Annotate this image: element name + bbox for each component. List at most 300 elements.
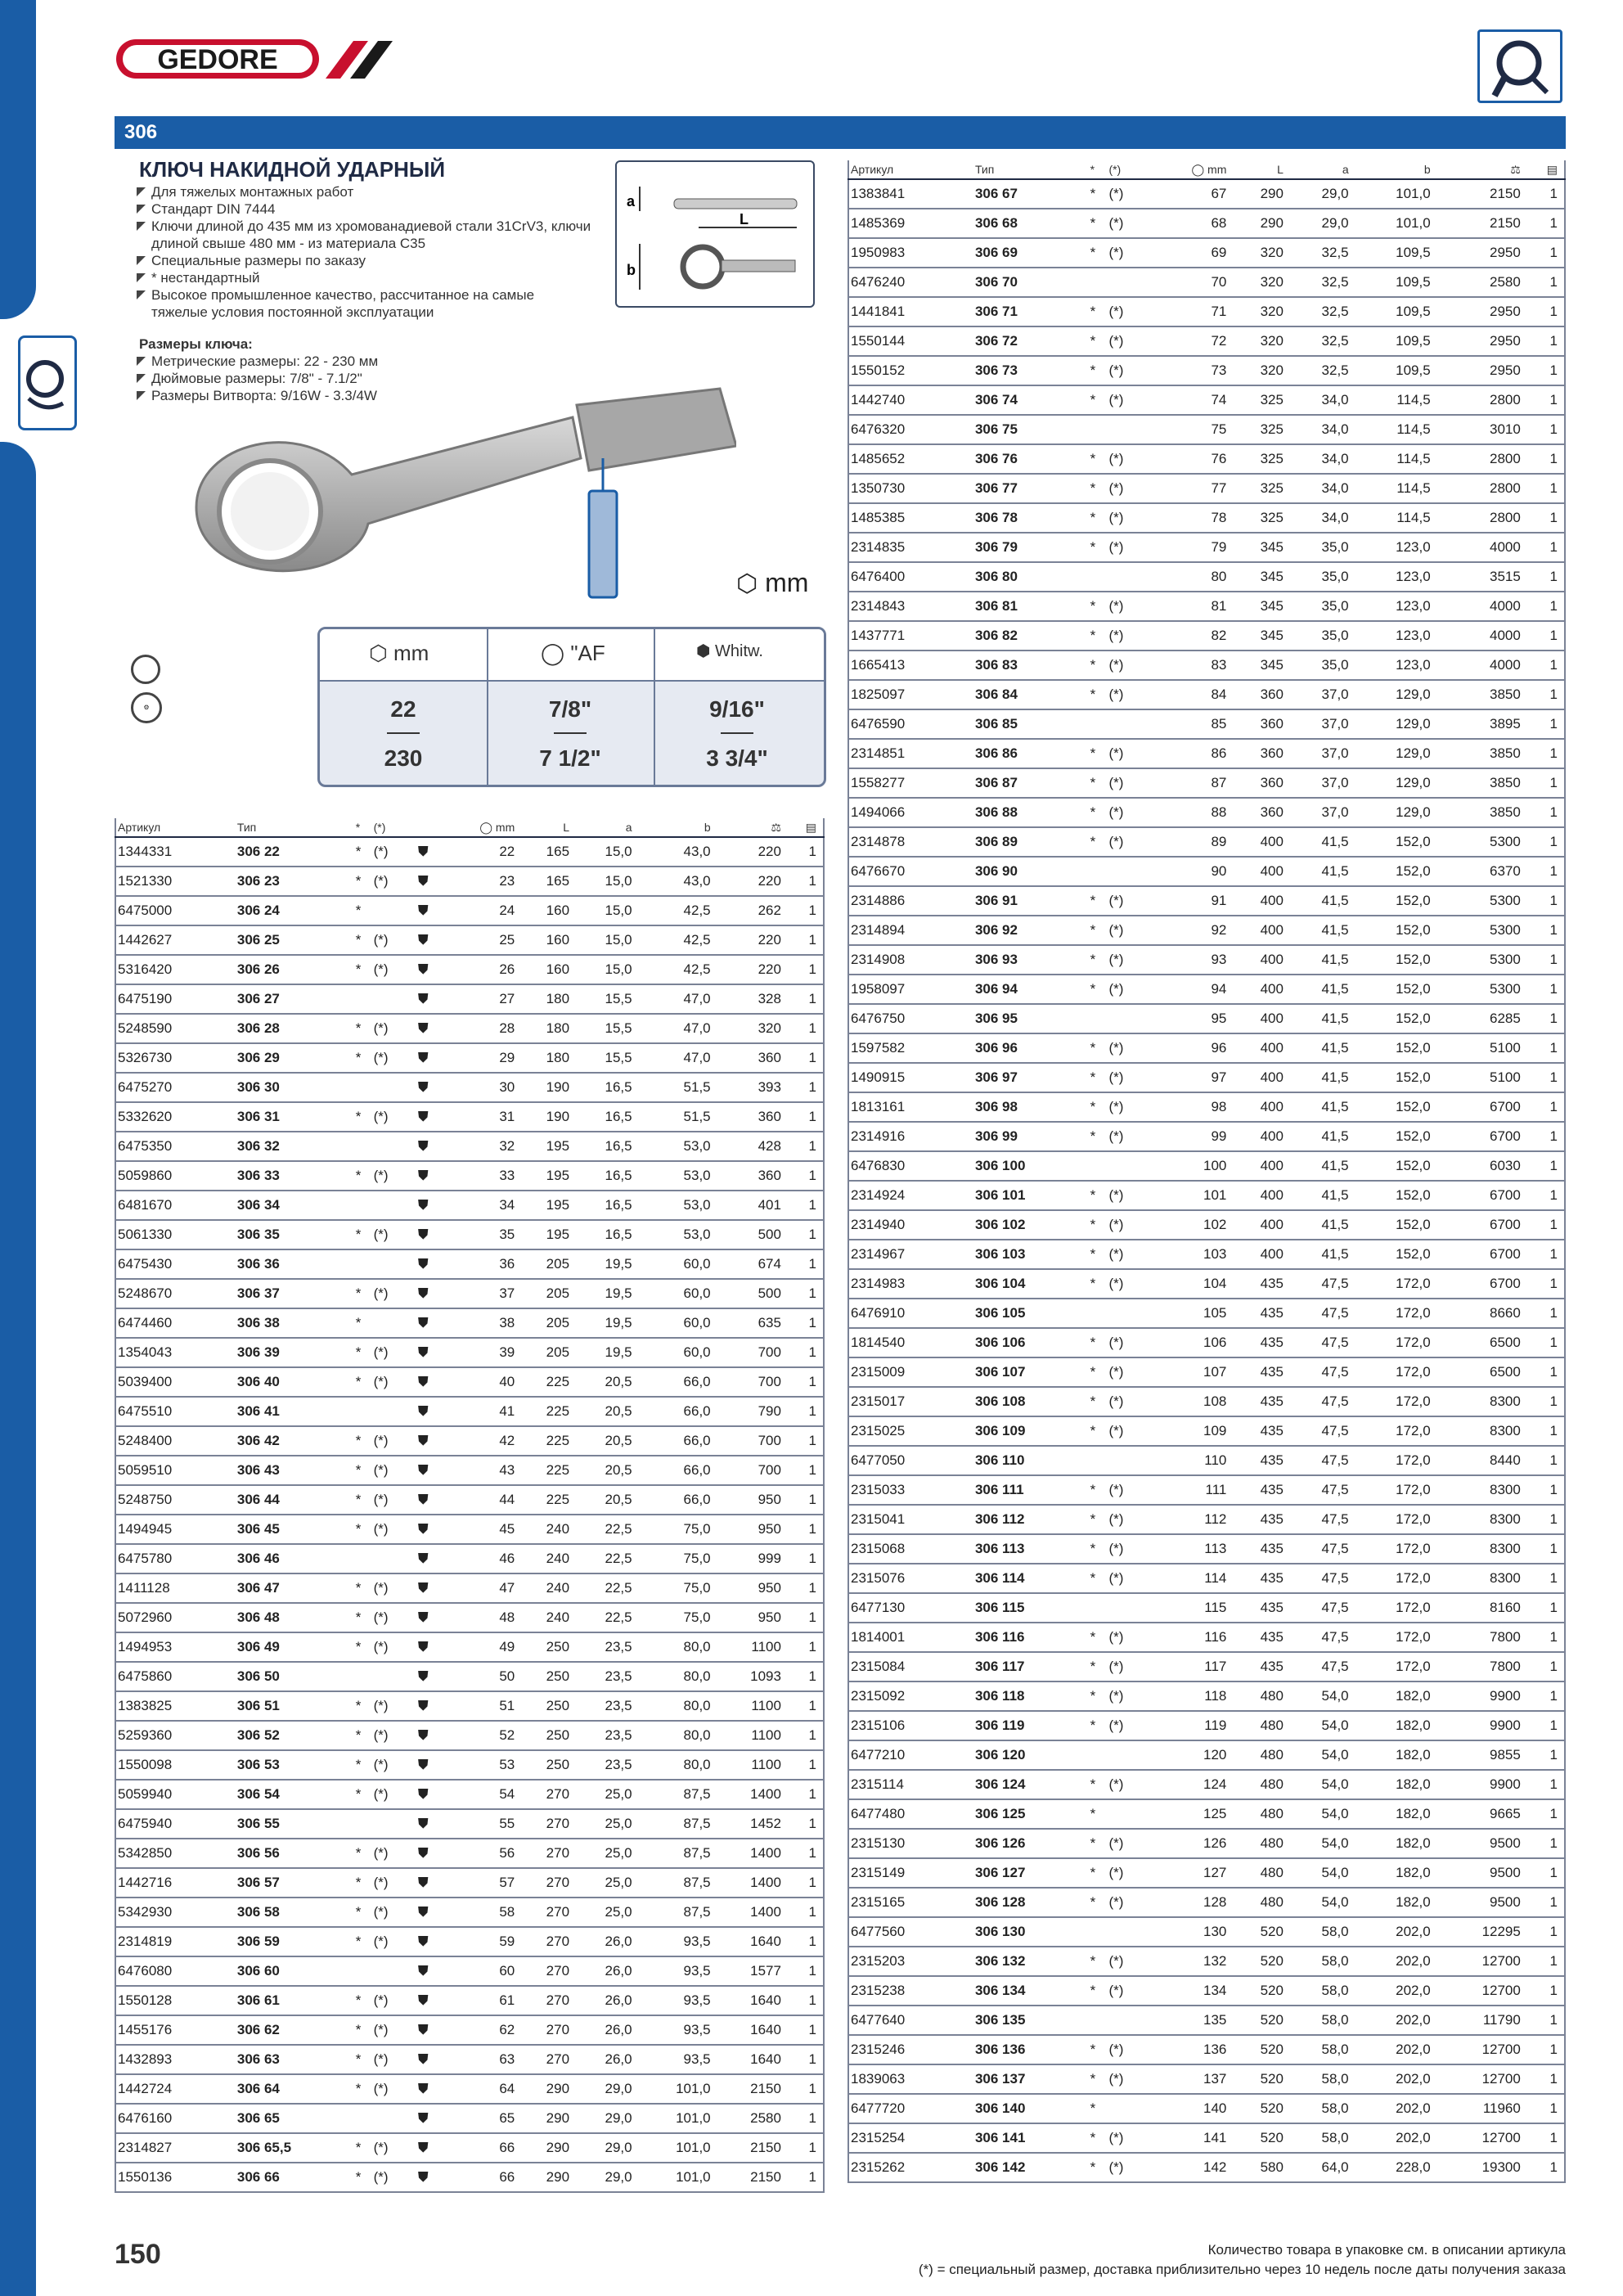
type-cell: 306 104 [973, 1269, 1089, 1299]
type-cell: 306 55 [236, 1809, 354, 1839]
pack-cell: 1 [1522, 1122, 1565, 1151]
table-row [115, 1456, 824, 1485]
mm-cell: 88 [1146, 798, 1229, 827]
weight-cell: 8440 [1432, 1446, 1522, 1475]
weight-cell: 950 [713, 1573, 783, 1603]
table-row [848, 1534, 1565, 1564]
weight-cell: 1400 [713, 1780, 783, 1809]
special-cell: (*) [1107, 1387, 1145, 1416]
size-item: Дюймовые размеры: 7/8" - 7.1/2" [135, 370, 593, 387]
weight-cell: 4000 [1432, 592, 1522, 621]
L-cell: 270 [516, 1839, 571, 1868]
type-cell: 306 46 [236, 1544, 354, 1573]
type-cell: 306 28 [236, 1014, 354, 1043]
mm-cell: 130 [1146, 1917, 1229, 1947]
L-cell: 520 [1228, 2064, 1285, 2094]
L-cell: 290 [1228, 209, 1285, 238]
pack-cell: 1 [783, 1809, 824, 1839]
special-cell: (*) [372, 2163, 409, 2192]
table-row [848, 1623, 1565, 1652]
b-cell: 152,0 [1351, 1151, 1432, 1181]
pack-cell: 1 [783, 2104, 824, 2133]
pack-cell: 1 [783, 1750, 824, 1780]
mm-cell: 73 [1146, 356, 1229, 385]
type-cell: 306 39 [236, 1338, 354, 1367]
a-cell: 54,0 [1285, 1711, 1351, 1740]
L-cell: 480 [1228, 1770, 1285, 1799]
table-row [848, 179, 1565, 209]
b-cell: 182,0 [1351, 1888, 1432, 1917]
col-type: Тип [973, 160, 1089, 179]
type-cell: 306 116 [973, 1623, 1089, 1652]
article-cell: 2315130 [848, 1829, 973, 1858]
article-cell: 2315068 [848, 1534, 973, 1564]
pack-cell: 1 [1522, 1917, 1565, 1947]
pack-cell: 1 [783, 1102, 824, 1132]
star-cell: * [354, 1014, 372, 1043]
mm-cell: 111 [1146, 1475, 1229, 1505]
type-cell: 306 70 [973, 268, 1089, 297]
table-row [115, 2045, 824, 2074]
pack-cell: 1 [783, 1279, 824, 1308]
type-cell: 306 31 [236, 1102, 354, 1132]
a-cell: 41,5 [1285, 1063, 1351, 1092]
L-cell: 240 [516, 1573, 571, 1603]
pack-cell: 1 [783, 1927, 824, 1956]
table-body-right [848, 179, 1565, 2182]
b-cell: 152,0 [1351, 886, 1432, 916]
special-cell: (*) [1107, 1681, 1145, 1711]
weight-cell: 674 [713, 1249, 783, 1279]
type-cell: 306 87 [973, 768, 1089, 798]
table-row [115, 1986, 824, 2015]
star-cell: * [1089, 2064, 1108, 2094]
special-cell: (*) [372, 1102, 409, 1132]
special-cell [372, 1662, 409, 1691]
L-cell: 195 [516, 1191, 571, 1220]
L-cell: 400 [1228, 1210, 1285, 1240]
special-cell: (*) [1107, 1976, 1145, 2006]
article-cell: 1813161 [848, 1092, 973, 1122]
b-cell: 182,0 [1351, 1858, 1432, 1888]
mm-cell: 107 [1146, 1357, 1229, 1387]
drive-icon: ⛊ [409, 1367, 438, 1397]
L-cell: 435 [1228, 1652, 1285, 1681]
article-cell: 5248590 [115, 1014, 236, 1043]
star-cell: * [1089, 385, 1108, 415]
star-cell: * [1089, 1416, 1108, 1446]
a-cell: 41,5 [1285, 1092, 1351, 1122]
table-row [848, 268, 1565, 297]
a-cell: 41,5 [1285, 827, 1351, 857]
special-cell: (*) [1107, 2153, 1145, 2182]
star-cell: * [354, 2163, 372, 2192]
type-cell: 306 58 [236, 1898, 354, 1927]
drive-icon: ⛊ [409, 2133, 438, 2163]
special-cell [1107, 2094, 1145, 2123]
pack-cell: 1 [783, 1308, 824, 1338]
feature-item: Для тяжелых монтажных работ [135, 183, 593, 200]
a-cell: 15,0 [571, 925, 634, 955]
type-cell: 306 71 [973, 297, 1089, 326]
a-cell: 41,5 [1285, 1210, 1351, 1240]
table-row [115, 1632, 824, 1662]
product-table-right [847, 160, 1566, 2183]
pack-cell: 1 [1522, 1328, 1565, 1357]
star-cell: * [1089, 1947, 1108, 1976]
article-cell: 6477050 [848, 1446, 973, 1475]
mm-cell: 135 [1146, 2006, 1229, 2035]
b-cell: 47,0 [634, 984, 713, 1014]
b-cell: 75,0 [634, 1573, 713, 1603]
mm-cell: 75 [1146, 415, 1229, 444]
special-cell: (*) [1107, 1122, 1145, 1151]
article-cell: 2314886 [848, 886, 973, 916]
special-cell [1107, 857, 1145, 886]
article-cell: 5259360 [115, 1721, 236, 1750]
edge-tab-bottom [0, 442, 36, 2296]
b-cell: 80,0 [634, 1662, 713, 1691]
table-row [115, 1721, 824, 1750]
col-a: a [571, 818, 634, 837]
mm-cell: 31 [438, 1102, 517, 1132]
L-cell: 160 [516, 896, 571, 925]
pack-cell: 1 [783, 1956, 824, 1986]
article-cell: 1839063 [848, 2064, 973, 2094]
L-cell: 360 [1228, 768, 1285, 798]
star-cell: * [354, 1426, 372, 1456]
weight-cell: 12700 [1432, 2064, 1522, 2094]
star-cell: * [354, 1456, 372, 1485]
L-cell: 270 [516, 1927, 571, 1956]
b-cell: 101,0 [634, 2074, 713, 2104]
b-cell: 172,0 [1351, 1446, 1432, 1475]
pack-cell: 1 [1522, 768, 1565, 798]
drive-icon: ⛊ [409, 1426, 438, 1456]
L-cell: 240 [516, 1544, 571, 1573]
drive-icon: ⛊ [409, 1397, 438, 1426]
mm-cell: 128 [1146, 1888, 1229, 1917]
special-cell: (*) [1107, 945, 1145, 975]
a-cell: 22,5 [571, 1515, 634, 1544]
pack-cell: 1 [1522, 827, 1565, 857]
L-cell: 270 [516, 1780, 571, 1809]
weight-cell: 5300 [1432, 945, 1522, 975]
table-row [848, 1151, 1565, 1181]
type-cell: 306 124 [973, 1770, 1089, 1799]
type-cell: 306 61 [236, 1986, 354, 2015]
a-cell: 54,0 [1285, 1858, 1351, 1888]
table-row [848, 415, 1565, 444]
special-cell: (*) [1107, 356, 1145, 385]
a-cell: 23,5 [571, 1750, 634, 1780]
drive-icon: ⛊ [409, 2015, 438, 2045]
article-cell: 2315033 [848, 1475, 973, 1505]
mm-cell: 34 [438, 1191, 517, 1220]
pack-cell: 1 [1522, 326, 1565, 356]
article-cell: 1494066 [848, 798, 973, 827]
star-cell [1089, 1740, 1108, 1770]
type-cell: 306 120 [973, 1740, 1089, 1770]
article-cell: 1383825 [115, 1691, 236, 1721]
col-star: * [1089, 160, 1108, 179]
drive-icon: ⛊ [409, 1780, 438, 1809]
mm-cell: 47 [438, 1573, 517, 1603]
star-cell: * [1089, 886, 1108, 916]
b-cell: 202,0 [1351, 1947, 1432, 1976]
mm-cell: 37 [438, 1279, 517, 1308]
table-row [848, 1652, 1565, 1681]
unit-drive-icon: ⚙ [131, 692, 162, 723]
type-cell: 306 126 [973, 1829, 1089, 1858]
L-cell: 400 [1228, 1240, 1285, 1269]
L-cell: 345 [1228, 621, 1285, 651]
a-cell: 25,0 [571, 1839, 634, 1868]
L-cell: 520 [1228, 2094, 1285, 2123]
a-cell: 19,5 [571, 1279, 634, 1308]
a-cell: 35,0 [1285, 533, 1351, 562]
weight-cell: 2800 [1432, 444, 1522, 474]
star-cell [354, 1809, 372, 1839]
a-cell: 41,5 [1285, 1004, 1351, 1033]
a-cell: 47,5 [1285, 1299, 1351, 1328]
a-cell: 32,5 [1285, 326, 1351, 356]
a-cell: 47,5 [1285, 1446, 1351, 1475]
special-cell: (*) [1107, 1652, 1145, 1681]
special-cell: (*) [372, 1485, 409, 1515]
special-cell [1107, 1299, 1145, 1328]
weight-cell: 220 [713, 955, 783, 984]
star-cell [1089, 1917, 1108, 1947]
b-cell: 93,5 [634, 2015, 713, 2045]
weight-cell: 220 [713, 925, 783, 955]
b-cell: 75,0 [634, 1515, 713, 1544]
star-cell [1089, 2006, 1108, 2035]
pack-cell: 1 [1522, 1446, 1565, 1475]
type-cell: 306 65 [236, 2104, 354, 2133]
special-cell: (*) [372, 1043, 409, 1073]
b-cell: 152,0 [1351, 1033, 1432, 1063]
star-cell: * [1089, 1799, 1108, 1829]
mm-cell: 80 [1146, 562, 1229, 592]
pack-cell: 1 [1522, 2123, 1565, 2153]
L-cell: 400 [1228, 886, 1285, 916]
article-cell: 5248400 [115, 1426, 236, 1456]
table-row [848, 1681, 1565, 1711]
type-cell: 306 25 [236, 925, 354, 955]
article-cell: 1442724 [115, 2074, 236, 2104]
table-row [115, 1839, 824, 1868]
pack-cell: 1 [783, 1161, 824, 1191]
pack-cell: 1 [783, 896, 824, 925]
b-cell: 152,0 [1351, 1063, 1432, 1092]
type-cell: 306 23 [236, 867, 354, 896]
special-cell: (*) [1107, 503, 1145, 533]
pack-cell: 1 [1522, 533, 1565, 562]
L-cell: 290 [516, 2133, 571, 2163]
article-cell: 2315092 [848, 1681, 973, 1711]
col-pack-icon: ▤ [1522, 160, 1565, 179]
table-row [848, 1829, 1565, 1858]
a-cell: 47,5 [1285, 1652, 1351, 1681]
L-cell: 290 [516, 2104, 571, 2133]
b-cell: 172,0 [1351, 1593, 1432, 1623]
weight-cell: 1100 [713, 1750, 783, 1780]
weight-cell: 1640 [713, 1986, 783, 2015]
article-cell: 1597582 [848, 1033, 973, 1063]
star-cell: * [354, 1780, 372, 1809]
table-row [115, 1868, 824, 1898]
L-cell: 400 [1228, 1151, 1285, 1181]
b-cell: 152,0 [1351, 1210, 1432, 1240]
mm-cell: 92 [1146, 916, 1229, 945]
mm-cell: 99 [1146, 1122, 1229, 1151]
star-cell: * [354, 867, 372, 896]
star-cell: * [354, 1367, 372, 1397]
b-cell: 109,5 [1351, 356, 1432, 385]
L-cell: 435 [1228, 1505, 1285, 1534]
type-cell: 306 125 [973, 1799, 1089, 1829]
type-cell: 306 30 [236, 1073, 354, 1102]
L-cell: 325 [1228, 415, 1285, 444]
special-cell: (*) [1107, 2123, 1145, 2153]
a-cell: 32,5 [1285, 238, 1351, 268]
table-row [115, 1426, 824, 1456]
weight-cell: 2150 [713, 2133, 783, 2163]
table-row [115, 984, 824, 1014]
weight-cell: 6500 [1432, 1328, 1522, 1357]
type-cell: 306 74 [973, 385, 1089, 415]
L-cell: 225 [516, 1426, 571, 1456]
table-row [115, 2104, 824, 2133]
article-cell: 2315041 [848, 1505, 973, 1534]
metric-max: 230 [384, 745, 423, 771]
weight-cell: 5100 [1432, 1063, 1522, 1092]
pack-cell: 1 [1522, 1299, 1565, 1328]
special-cell [1107, 1004, 1145, 1033]
type-cell: 306 105 [973, 1299, 1089, 1328]
a-cell: 41,5 [1285, 1033, 1351, 1063]
a-cell: 58,0 [1285, 2123, 1351, 2153]
table-row [848, 975, 1565, 1004]
type-cell: 306 101 [973, 1181, 1089, 1210]
article-cell: 2314835 [848, 533, 973, 562]
weight-cell: 1640 [713, 1927, 783, 1956]
table-row [848, 2123, 1565, 2153]
weight-cell: 19300 [1432, 2153, 1522, 2182]
a-cell: 19,5 [571, 1249, 634, 1279]
weight-cell: 3850 [1432, 739, 1522, 768]
weight-cell: 8300 [1432, 1387, 1522, 1416]
weight-cell: 11960 [1432, 2094, 1522, 2123]
special-cell: (*) [1107, 1888, 1145, 1917]
special-cell [1107, 415, 1145, 444]
mm-size-label: ⬡ mm [736, 568, 809, 597]
star-cell: * [1089, 768, 1108, 798]
a-cell: 34,0 [1285, 503, 1351, 533]
a-cell: 64,0 [1285, 2153, 1351, 2182]
weight-cell: 3850 [1432, 680, 1522, 709]
star-cell: * [1089, 945, 1108, 975]
article-cell: 6476240 [848, 268, 973, 297]
type-cell: 306 47 [236, 1573, 354, 1603]
type-cell: 306 103 [973, 1240, 1089, 1269]
type-cell: 306 115 [973, 1593, 1089, 1623]
mm-cell: 105 [1146, 1299, 1229, 1328]
weight-cell: 9900 [1432, 1770, 1522, 1799]
special-cell [372, 1191, 409, 1220]
type-cell: 306 62 [236, 2015, 354, 2045]
mm-cell: 66 [438, 2133, 517, 2163]
star-cell: * [1089, 2094, 1108, 2123]
table-row [115, 2133, 824, 2163]
pack-cell: 1 [1522, 1799, 1565, 1829]
type-cell: 306 79 [973, 533, 1089, 562]
special-cell: (*) [1107, 798, 1145, 827]
a-cell: 26,0 [571, 2015, 634, 2045]
special-cell: (*) [1107, 2035, 1145, 2064]
pack-cell: 1 [783, 925, 824, 955]
ring-spanner-icon [18, 335, 77, 430]
pack-cell: 1 [1522, 1505, 1565, 1534]
L-cell: 400 [1228, 1033, 1285, 1063]
type-cell: 306 119 [973, 1711, 1089, 1740]
special-cell [372, 1544, 409, 1573]
star-cell: * [354, 1986, 372, 2015]
star-cell: * [354, 837, 372, 867]
mm-cell: 39 [438, 1338, 517, 1367]
mm-cell: 132 [1146, 1947, 1229, 1976]
special-cell: (*) [1107, 1416, 1145, 1446]
pack-cell: 1 [1522, 857, 1565, 886]
a-cell: 23,5 [571, 1632, 634, 1662]
footer-note-pack: Количество товара в упаковке см. в описании артикула [1207, 2242, 1566, 2258]
L-cell: 320 [1228, 356, 1285, 385]
article-cell: 2314851 [848, 739, 973, 768]
special-cell: (*) [372, 1367, 409, 1397]
weight-cell: 6700 [1432, 1210, 1522, 1240]
table-row [115, 1102, 824, 1132]
L-cell: 290 [516, 2074, 571, 2104]
star-cell [1089, 1593, 1108, 1623]
article-cell: 6477640 [848, 2006, 973, 2035]
weight-cell: 2150 [713, 2074, 783, 2104]
drive-icon: ⛊ [409, 1249, 438, 1279]
star-cell: * [354, 1220, 372, 1249]
article-cell: 1442716 [115, 1868, 236, 1898]
a-cell: 54,0 [1285, 1770, 1351, 1799]
table-row [848, 2064, 1565, 2094]
pack-cell: 1 [1522, 975, 1565, 1004]
special-cell: (*) [372, 867, 409, 896]
pack-cell: 1 [1522, 209, 1565, 238]
mm-cell: 63 [438, 2045, 517, 2074]
drive-icon: ⛊ [409, 1279, 438, 1308]
special-cell: (*) [1107, 975, 1145, 1004]
article-cell: 6475780 [115, 1544, 236, 1573]
L-cell: 400 [1228, 1122, 1285, 1151]
a-cell: 26,0 [571, 1927, 634, 1956]
table-row [848, 709, 1565, 739]
star-cell: * [354, 1632, 372, 1662]
pack-cell: 1 [1522, 945, 1565, 975]
article-cell: 5061330 [115, 1220, 236, 1249]
pack-cell: 1 [783, 2163, 824, 2192]
star-cell: * [1089, 1181, 1108, 1210]
a-cell: 20,5 [571, 1456, 634, 1485]
pack-cell: 1 [783, 1691, 824, 1721]
mm-cell: 42 [438, 1426, 517, 1456]
